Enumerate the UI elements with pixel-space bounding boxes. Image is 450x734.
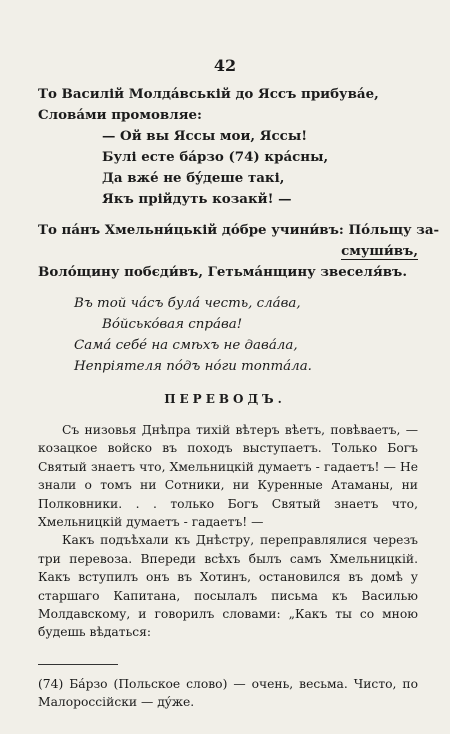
verse-line: Въ той чáсъ булá честь, слáва, <box>74 296 301 311</box>
verse-line: То пáнъ Хмельни́цькій дóбре учини́въ: Пóльщу за- <box>38 222 440 238</box>
verse-line: Словáми промовляе: <box>38 107 202 123</box>
verse-stanza-2 <box>38 220 440 283</box>
verse-line: Непріятеля пóдъ нóги топтáла. <box>74 359 312 374</box>
footnote-divider <box>38 664 118 665</box>
verse-line: Якъ прійдуть козакй! — <box>102 191 292 207</box>
translation-text <box>38 421 418 642</box>
paragraph: Какъ подъѣхали къ Днѣстру, переправлялися черезъ три перевоза. Впереди всѣхъ былъ самъ Хмельницкій. Какъ вступилъ онъ въ Хотинъ, остановился въ домѣ у старшаго Капитана, посылалъ письма къ Василью Молдавскому, и говорилъ словами: „Какъ ты со мною будешь вѣдаться: <box>38 533 418 640</box>
verse-line: Волóщину побєди́въ, Гетьмáнщину звеселя́въ. <box>38 264 407 280</box>
verse-line: Самá себé на смѣхъ не давáла, <box>74 338 298 353</box>
verse-line: смуши́въ, <box>341 243 418 259</box>
verse-stanza-3 <box>38 293 426 377</box>
verse-line: То Василій Молдáвській до Яссъ прибувáе, <box>38 86 379 102</box>
page-number: 42 <box>213 56 237 75</box>
verse-line: — Ой вы Яссы мои, Яссы! <box>102 128 308 144</box>
verse-stanza-1 <box>38 84 426 210</box>
translation-heading: ПЕРЕВОДЪ. <box>164 392 286 406</box>
verse-line: Вóйськóвая спрáва! <box>102 317 243 332</box>
paragraph: Съ низовья Днѣпра тихій вѣтеръ вѣетъ, повѣваетъ, — козацкое войско въ походъ выступаетъ. Только Богъ Святый знаетъ что, Хмельницкій думаетъ - гадаетъ! — Не знали о томъ ни Сотники, ни Куренные Атаманы, ни Полковники. . . только Богъ Святый знаетъ что, Хмельницкій думаетъ - гадаетъ! — <box>38 423 418 530</box>
verse-line: Булі есте бáрзо (74) крáсны, <box>102 149 329 165</box>
footnote: (74) Бáрзо (Польское слово) — очень, весьма. Чисто, по Малороссійски — дýже. <box>38 677 418 710</box>
verse-line: Да вжé не бýдеше такі, <box>102 170 285 186</box>
